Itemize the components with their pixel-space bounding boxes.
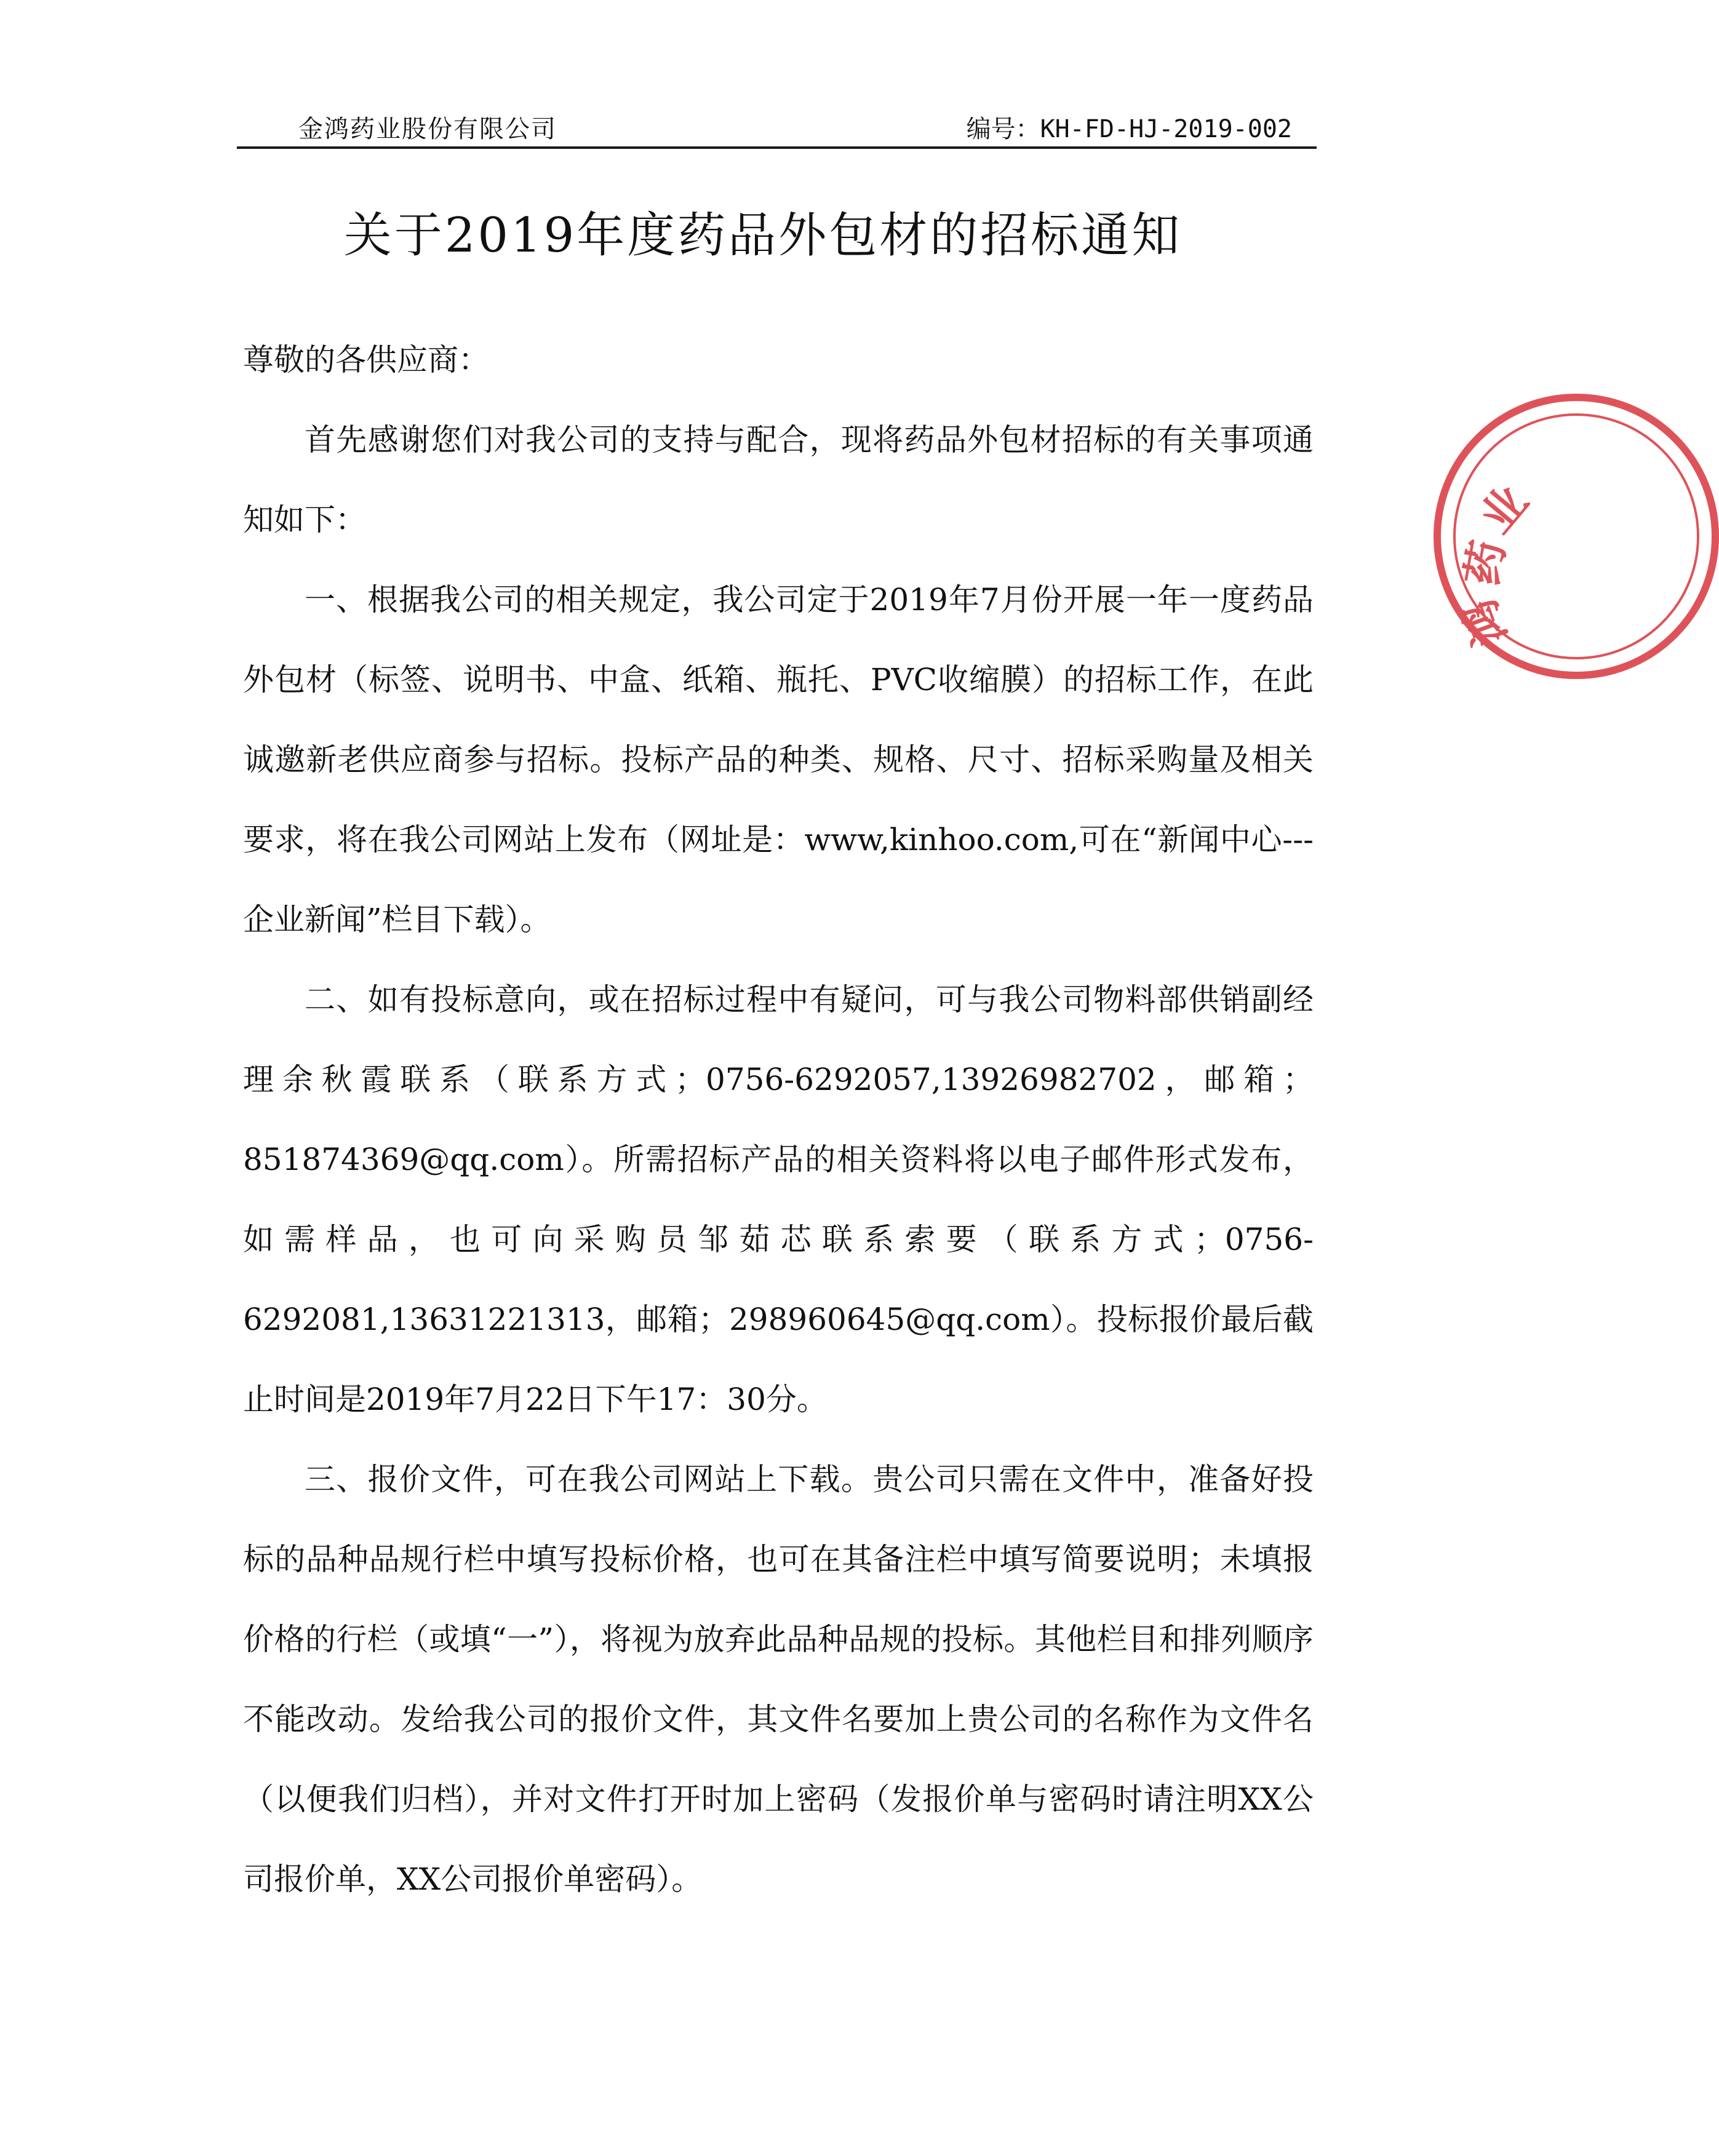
company-name: 金鸿药业股份有限公司 xyxy=(298,115,557,143)
seal-char: 药 xyxy=(1455,536,1515,589)
company-seal-stamp xyxy=(1434,394,1719,679)
document-body xyxy=(243,320,1314,1919)
document-number: 编号：KH-FD-HJ-2019-002 xyxy=(966,115,1292,143)
paragraph-section-1: 一、根据我公司的相关规定，我公司定于2019年7月份开展一年一度药品外包材（标签、说明书、中盒、纸箱、瓶托、PVC收缩膜）的招标工作，在此诚邀新老供应商参与招标。投标产品的种类、规格、尺寸、招标采购量及相关要求，将在我公司网站上发布（网址是：www,kinhoo.com,可在“新闻中心---企业新闻”栏目下载）。 xyxy=(243,582,1314,937)
document-header xyxy=(237,109,1317,149)
salutation: 尊敬的各供应商： xyxy=(243,342,489,378)
paragraph-section-2: 二、如有投标意向，或在招标过程中有疑问，可与我公司物料部供销副经理余秋霞联系（联系方式；0756-6292057,13926982702，邮箱；851874369@qq.com）。所需招标产品的相关资料将以电子邮件形式发布，如需样品，也可向采购员邹茹芯联系索要（联系方式；0756-6292081,13631221313，邮箱；298960645@qq.com）。投标报价最后截止时间是2019年7月22日下午17：30分。 xyxy=(243,982,1314,1417)
document-title: 关于2019年度药品外包材的招标通知 xyxy=(343,208,1183,263)
seal-char: 业 xyxy=(1469,475,1538,543)
paragraph-section-3: 三、报价文件，可在我公司网站上下载。贵公司只需在文件中，准备好投标的品种品规行栏中填写投标价格，也可在其备注栏中填写简要说明；未填报价格的行栏（或填“一”），将视为放弃此品种品规的投标。其他栏目和排列顺序不能改动。发给我公司的报价文件，其文件名要加上贵公司的名称作为文件名（以便我们归档），并对文件打开时加上密码（发报价单与密码时请注明XX公司报价单，XX公司报价单密码）。 xyxy=(243,1462,1314,1897)
paragraph-intro: 首先感谢您们对我公司的支持与配合，现将药品外包材招标的有关事项通知如下： xyxy=(243,422,1314,538)
seal-char: 鸿 xyxy=(1452,592,1517,653)
